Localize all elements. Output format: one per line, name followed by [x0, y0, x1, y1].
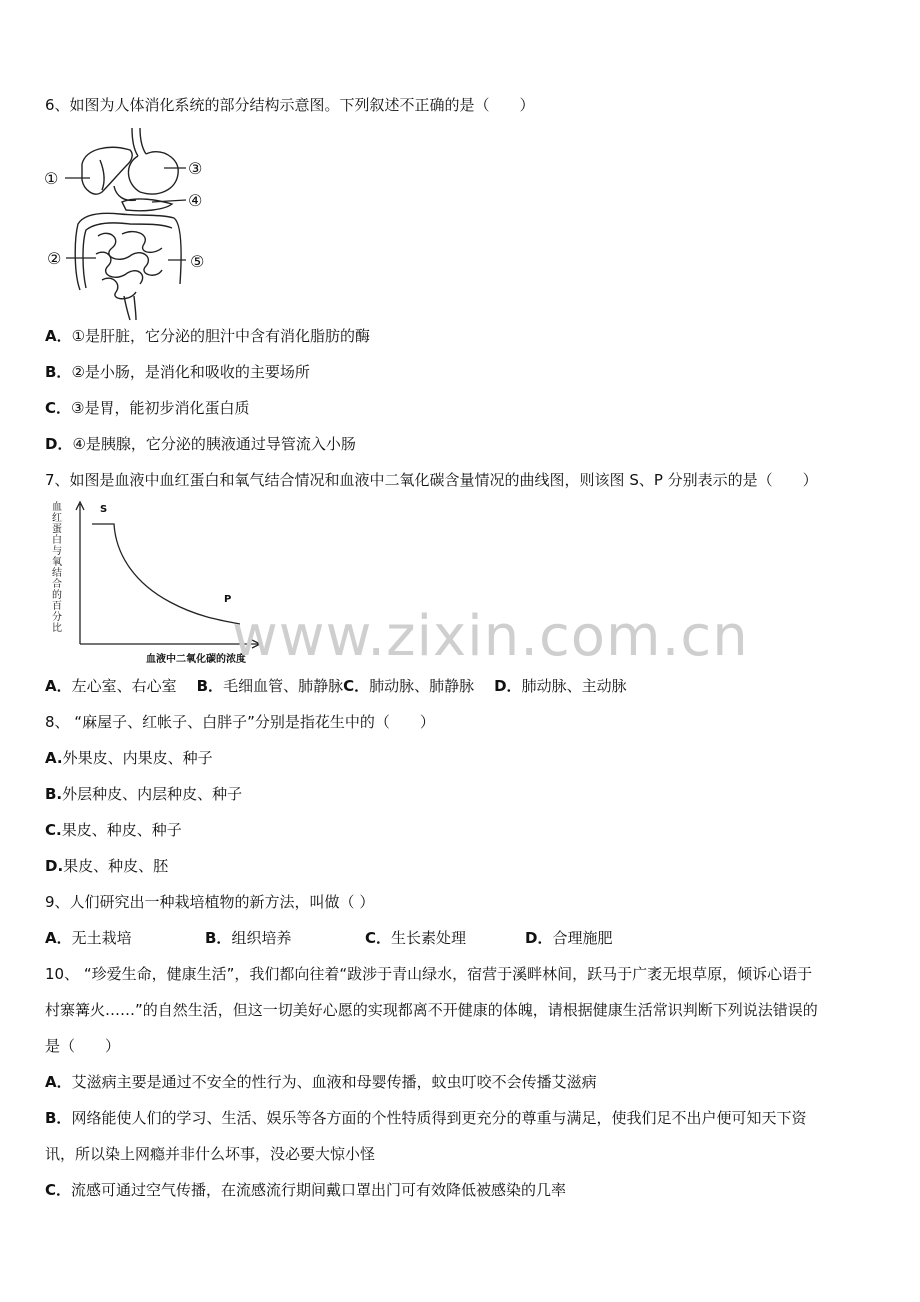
- q6-option-c: C．③是胃，能初步消化蛋白质: [45, 399, 250, 417]
- diagram-label-5: ⑤: [190, 252, 205, 271]
- q8-stem: 8、 “麻屋子、红帐子、白胖子”分别是指花生中的（ ）: [45, 713, 435, 731]
- q10-option-c: C．流感可通过空气传播，在流感流行期间戴口罩出门可有效降低被感染的几率: [45, 1181, 567, 1199]
- y-axis-label-char: 蛋: [52, 524, 62, 535]
- curve-line: [92, 524, 240, 624]
- y-axis-label-char: 白: [52, 535, 62, 546]
- y-axis-label-char: 的: [52, 590, 62, 601]
- y-axis-label-char: 血: [52, 502, 62, 513]
- q6-stem: 6、如图为人体消化系统的部分结构示意图。下列叙述不正确的是（ ）: [45, 96, 535, 114]
- diagram-label-4: ④: [188, 191, 203, 210]
- y-axis-label-char: 与: [52, 546, 62, 557]
- y-axis-label-char: 结: [52, 568, 62, 579]
- point-s-label: S: [100, 504, 108, 515]
- watermark: www.zixin.com.cn: [232, 604, 749, 669]
- q8-option-a: A.外果皮、内果皮、种子: [45, 749, 213, 767]
- y-axis-label-char: 比: [52, 623, 62, 634]
- y-axis-label-char: 百: [52, 601, 62, 612]
- y-axis-label-char: 红: [52, 513, 62, 524]
- point-p-label: P: [224, 594, 232, 605]
- q7-options: A．左心室、右心室 B．毛细血管、肺静脉C．肺动脉、肺静脉 D．肺动脉、主动脉: [45, 677, 627, 695]
- y-axis-label-char: 分: [52, 612, 62, 623]
- q10-option-a: A．艾滋病主要是通过不安全的性行为、血液和母婴传播，蚊虫叮咬不会传播艾滋病: [45, 1073, 597, 1091]
- y-axis-label-char: 合: [52, 579, 62, 590]
- q10-option-b: B．网络能使人们的学习、生活、娱乐等各方面的个性特质得到更充分的尊重与满足，使我们足不出户便可知天下资: [45, 1109, 807, 1127]
- diagram-label-2: ②: [47, 249, 62, 268]
- q9-stem: 9、人们研究出一种栽培植物的新方法，叫做（ ）: [45, 893, 375, 911]
- y-axis-label-char: 氧: [52, 557, 62, 568]
- q10-stem-line-1: 10、 “珍爱生命，健康生活”，我们都向往着“跋涉于青山绿水，宿营于溪畔林间，跃马于广袤无垠草原，倾诉心语于: [45, 965, 813, 983]
- diagram-label-1: ①: [44, 169, 59, 188]
- q6-option-d: D．④是胰腺，它分泌的胰液通过导管流入小肠: [45, 435, 356, 453]
- q6-option-a: A．①是肝脏，它分泌的胆汁中含有消化脂肪的酶: [45, 327, 371, 345]
- digestive-system-diagram: [40, 124, 220, 324]
- q10-stem-line-3: 是（ ）: [45, 1037, 121, 1055]
- diagram-label-3: ③: [188, 159, 203, 178]
- q8-option-d: D.果皮、种皮、胚: [45, 857, 169, 875]
- q10-stem-line-2: 村寨篝火……”的自然生活，但这一切美好心愿的实现都离不开健康的体魄，请根据健康生活常识判断下列说法错误的: [45, 1001, 818, 1019]
- x-axis-label: 血液中二氧化碳的浓度: [146, 654, 246, 665]
- q8-option-c: C.果皮、种皮、种子: [45, 821, 182, 839]
- q10-option-b-cont: 讯，所以染上网瘾并非什么坏事，没必要大惊小怪: [45, 1145, 376, 1163]
- q8-option-b: B.外层种皮、内层种皮、种子: [45, 785, 243, 803]
- q9-options: A．无土栽培 B．组织培养 C．生长素处理 D．合理施肥: [45, 929, 613, 947]
- q7-stem: 7、如图是血液中血红蛋白和氧气结合情况和血液中二氧化碳含量情况的曲线图，则该图 S、P 分别表示的是（ ）: [45, 471, 818, 489]
- q6-option-b: B．②是小肠，是消化和吸收的主要场所: [45, 363, 310, 381]
